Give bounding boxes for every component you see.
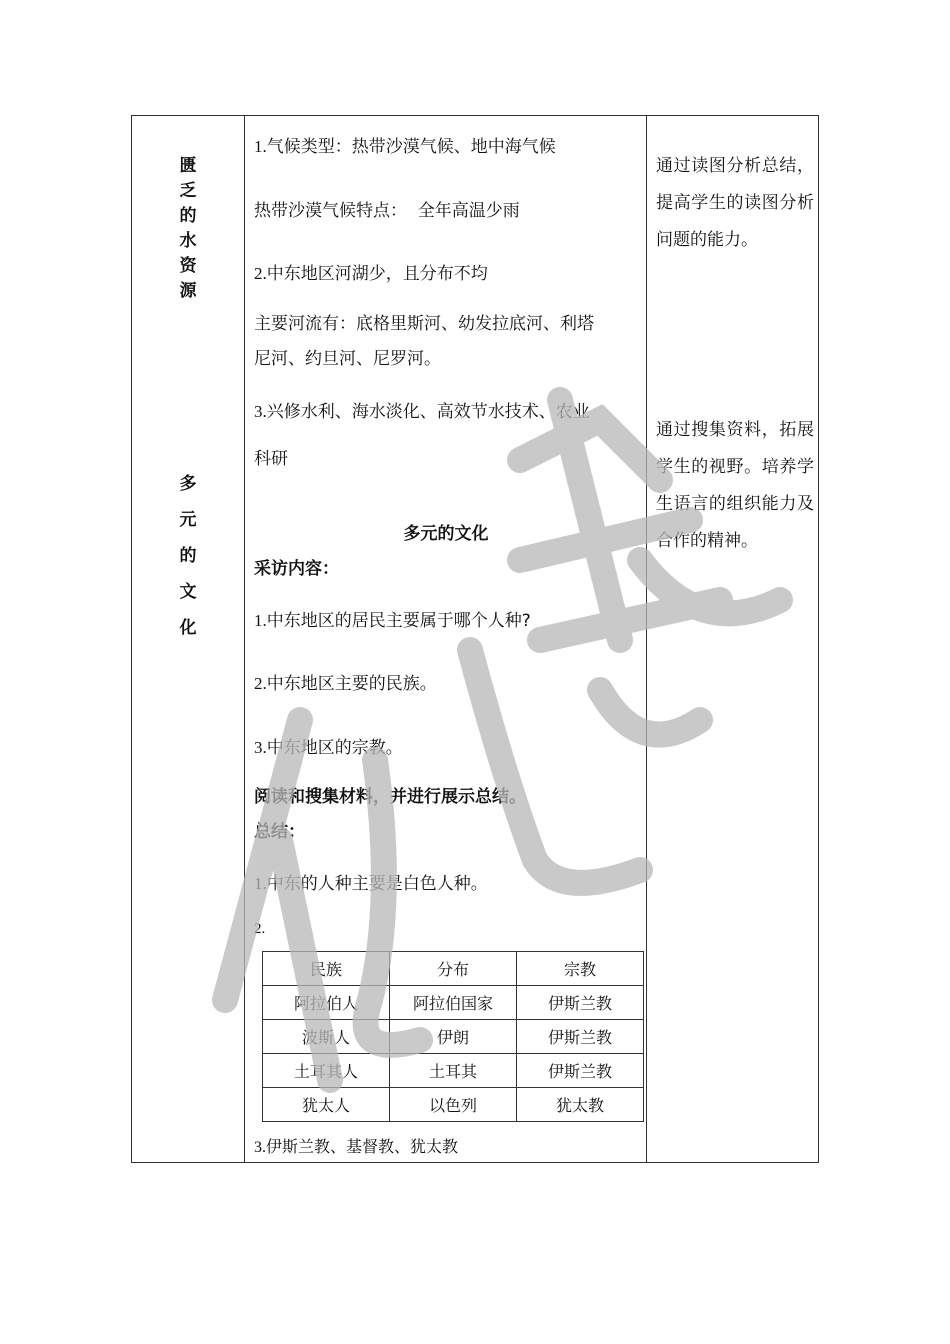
table-cell: 以色列 [390, 1088, 517, 1122]
table-header-cell: 宗教 [517, 952, 644, 986]
summary-heading: 总结： [254, 822, 305, 842]
table-cell: 波斯人 [263, 1020, 390, 1054]
table-row [263, 1054, 644, 1088]
intention-note-1: 通过读图分析总结，提高学生的读图分析问题的能力。 [656, 156, 814, 250]
question-religion: 3.中东地区的宗教。 [254, 738, 403, 758]
table-cell: 伊朗 [390, 1020, 517, 1054]
intention-note-2: 通过搜集资料，拓展学生的视野。培养学生语言的组织能力及合作的精神。 [656, 420, 814, 551]
main-rivers-line2: 尼河、约旦河、尼罗河。 [254, 349, 441, 369]
table-header-row [263, 952, 644, 986]
culture-heading: 多元的文化 [403, 524, 489, 544]
read-collect-instruction: 阅读和搜集材料，并进行展示总结。 [254, 787, 526, 807]
section-title-column [132, 116, 244, 1162]
summary-race: 1.中东的人种主要是白色人种。 [254, 874, 488, 894]
table-cell: 伊斯兰教 [517, 986, 644, 1020]
climate-type: 1.气候类型：热带沙漠气候、地中海气候 [254, 137, 556, 157]
water-measures-line2: 科研 [254, 449, 288, 469]
question-ethnicity: 2.中东地区主要的民族。 [254, 674, 437, 694]
table-cell: 土耳其 [390, 1054, 517, 1088]
title-char: 资 [179, 256, 197, 276]
table-header-cell: 分布 [390, 952, 517, 986]
table-header-cell: 民族 [263, 952, 390, 986]
section-title-culture [132, 466, 244, 646]
title-char: 文 [179, 582, 197, 602]
table-cell: 犹太人 [263, 1088, 390, 1122]
title-char: 源 [179, 281, 197, 301]
title-char: 匮 [179, 156, 197, 176]
title-char: 乏 [179, 181, 197, 201]
intention-column [647, 116, 819, 1162]
table-cell: 伊斯兰教 [517, 1020, 644, 1054]
main-rivers-line1: 主要河流有：底格里斯河、幼发拉底河、利塔 [254, 314, 594, 334]
river-distribution: 2.中东地区河湖少，且分布不均 [254, 264, 488, 284]
title-char: 元 [179, 510, 197, 530]
table-row [263, 1088, 644, 1122]
table-cell: 伊斯兰教 [517, 1054, 644, 1088]
summary-religion: 3.伊斯兰教、基督教、犹太教 [254, 1137, 459, 1156]
title-char: 多 [179, 474, 197, 494]
table-row [263, 1020, 644, 1054]
table-cell: 阿拉伯人 [263, 986, 390, 1020]
ethnic-table [262, 951, 644, 1122]
climate-feature: 热带沙漠气候特点： 全年高温少雨 [254, 201, 520, 221]
table-cell: 犹太教 [517, 1088, 644, 1122]
title-char: 的 [179, 206, 197, 226]
title-char: 水 [179, 231, 197, 251]
title-char: 化 [179, 618, 197, 638]
title-char: 的 [179, 546, 197, 566]
table-cell: 土耳其人 [263, 1054, 390, 1088]
table-row [263, 986, 644, 1020]
table-cell: 阿拉伯国家 [390, 986, 517, 1020]
water-measures-line1: 3.兴修水利、海水淡化、高效节水技术、农业 [254, 402, 590, 422]
question-race: 1.中东地区的居民主要属于哪个人种? [254, 611, 531, 631]
interview-heading: 采访内容： [254, 559, 339, 579]
summary-ethnicity-num: 2. [254, 921, 266, 937]
section-title-water [132, 154, 244, 304]
